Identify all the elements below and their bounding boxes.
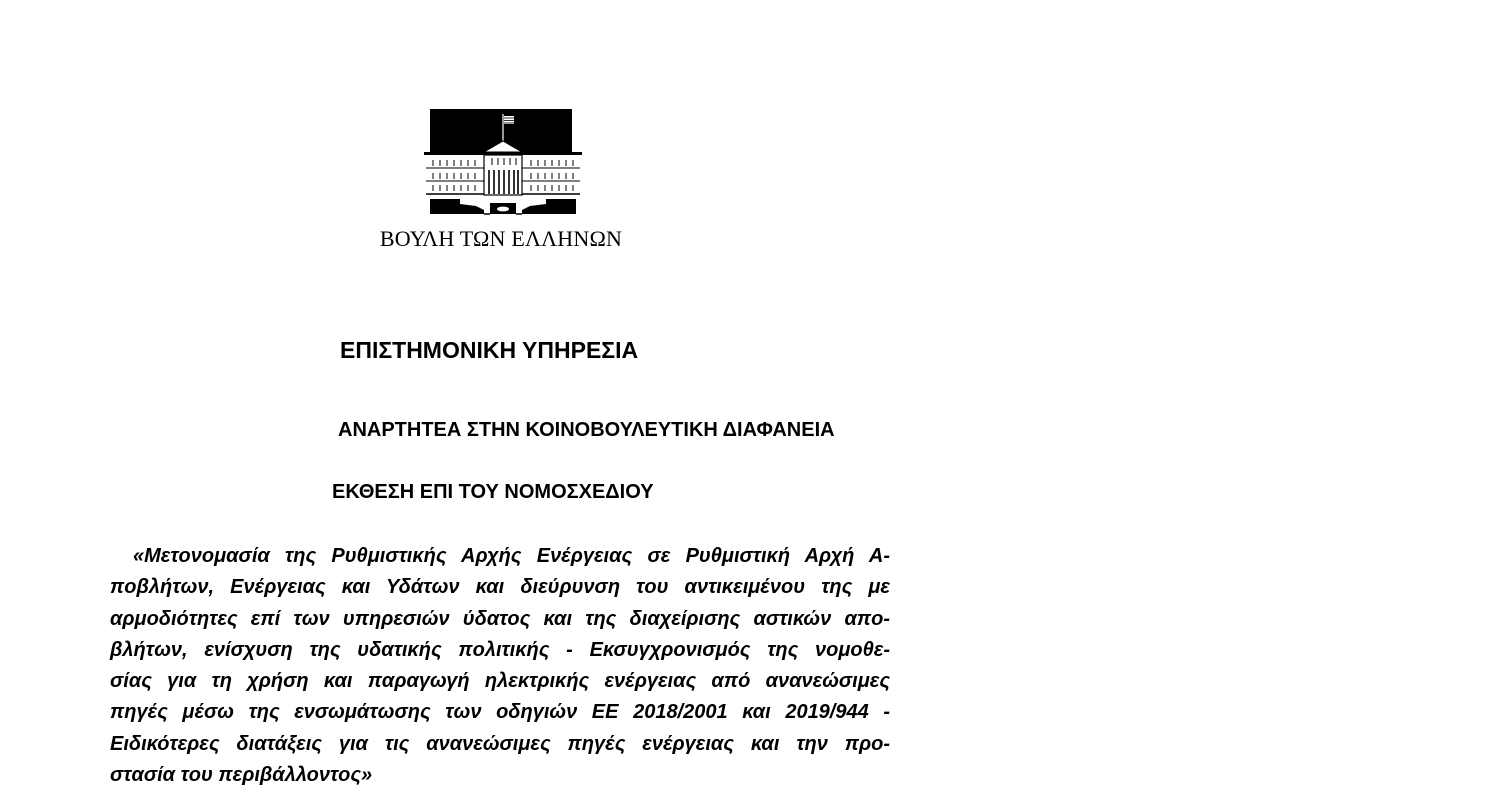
bill-title-line: «Μετονομασία της Ρυθμιστικής Αρχής Ενέργειας σε Ρυθμιστική Αρχή Α-: [133, 545, 890, 567]
transparency-note: ΑΝΑΡΤΗΤΕΑ ΣΤΗΝ ΚΟΙΝΟΒΟΥΛΕΥΤΙΚΗ ΔΙΑΦΑΝΕΙΑ: [338, 419, 835, 441]
institution-name: ΒΟΥΛΗ ΤΩΝ ΕΛΛΗΝΩΝ: [379, 226, 623, 251]
hellenic-parliament-emblem-icon: [424, 106, 582, 218]
bill-title-line: Ειδικότερες διατάξεις για τις ανανεώσιμες πηγές ενέργειας και την προ-: [110, 732, 890, 755]
bill-title-line: στασία του περιβάλλοντος»: [110, 764, 373, 787]
report-title: ΕΚΘΕΣΗ ΕΠΙ ΤΟΥ ΝΟΜΟΣΧΕΔΙΟΥ: [332, 481, 654, 503]
bill-title-line: σίας για τη χρήση και παραγωγή ηλεκτρικής ενέργειας από ανανεώσιμες: [110, 670, 890, 693]
bill-title-line: αρμοδιότητες επί των υπηρεσιών ύδατος και της διαχείρισης αστικών απο-: [110, 607, 890, 630]
bill-title-line: πηγές μέσω της ενσωμάτωσης των οδηγιών ΕΕ 2018/2001 και 2019/944 -: [110, 701, 890, 724]
bill-title-line: ποβλήτων, Ενέργειας και Υδάτων και διεύρυνση του αντικειμένου της με: [110, 576, 890, 599]
service-title: ΕΠΙΣΤΗΜΟΝΙΚΗ ΥΠΗΡΕΣΙΑ: [340, 337, 639, 363]
bill-title: [110, 541, 890, 791]
bill-title-line: βλήτων, ενίσχυση της υδατικής πολιτικής - Εκσυγχρονισμός της νομοθε-: [110, 638, 890, 661]
